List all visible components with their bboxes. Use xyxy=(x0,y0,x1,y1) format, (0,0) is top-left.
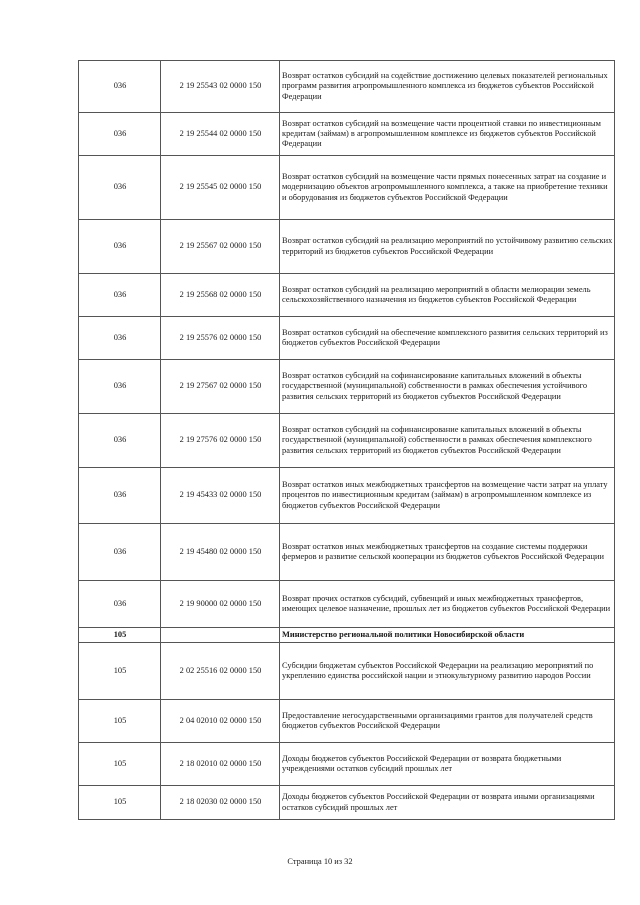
admin-code-cell: 036 xyxy=(79,360,161,414)
table-row xyxy=(79,468,615,524)
admin-code-cell: 105 xyxy=(79,786,161,820)
revenue-code-cell: 2 18 02030 02 0000 150 xyxy=(161,786,280,820)
revenue-name-cell: Возврат остатков субсидий на обеспечение комплексного развития сельских территорий из бюджетов субъектов Российской Федерации xyxy=(280,317,615,360)
table-row xyxy=(79,360,615,414)
revenue-name-cell: Возврат остатков субсидий на реализацию мероприятий по устойчивому развитию сельских территорий из бюджетов субъектов Российской Федерации xyxy=(280,220,615,274)
admin-code-cell: 036 xyxy=(79,156,161,220)
revenue-code-cell: 2 19 25568 02 0000 150 xyxy=(161,274,280,317)
admin-code-cell: 036 xyxy=(79,581,161,628)
revenue-code-cell: 2 19 45480 02 0000 150 xyxy=(161,524,280,581)
revenue-code-cell: 2 19 25576 02 0000 150 xyxy=(161,317,280,360)
revenue-name-cell: Возврат остатков субсидий на реализацию мероприятий в области мелиорации земель сельскохозяйственного назначения из бюджетов субъектов Российской Федерации xyxy=(280,274,615,317)
admin-code-cell: 105 xyxy=(79,743,161,786)
revenue-name-cell: Доходы бюджетов субъектов Российской Федерации от возврата бюджетными учреждениями остатков субсидий прошлых лет xyxy=(280,743,615,786)
table-row xyxy=(79,414,615,468)
revenue-code-cell: 2 19 45433 02 0000 150 xyxy=(161,468,280,524)
admin-code-cell: 036 xyxy=(79,274,161,317)
revenue-name-cell: Возврат остатков иных межбюджетных трансфертов на возмещение части затрат на уплату процентов по инвестиционным кредитам (займам) в агропромышленном комплексе из бюджетов субъектов Российской Федерации xyxy=(280,468,615,524)
table-row xyxy=(79,643,615,700)
admin-code-cell: 036 xyxy=(79,61,161,113)
revenue-name-cell: Возврат прочих остатков субсидий, субвенций и иных межбюджетных трансфертов, имеющих целевое назначение, прошлых лет из бюджетов субъектов Российской Федерации xyxy=(280,581,615,628)
table-row xyxy=(79,317,615,360)
revenue-code-cell: 2 19 25544 02 0000 150 xyxy=(161,113,280,156)
table-row xyxy=(79,220,615,274)
budget-codes-table xyxy=(78,60,615,820)
page-footer: Страница 10 из 32 xyxy=(287,857,353,866)
table-row xyxy=(79,743,615,786)
admin-code-cell: 105 xyxy=(79,700,161,743)
revenue-code-cell: 2 18 02010 02 0000 150 xyxy=(161,743,280,786)
revenue-name-cell: Возврат остатков субсидий на софинансирование капитальных вложений в объекты государственной (муниципальной) собственности в рамках обеспечения комплексного развития сельских территорий из бюджетов субъектов Российской Федерации xyxy=(280,414,615,468)
revenue-name-cell: Предоставление негосударственными организациями грантов для получателей средств бюджетов субъектов Российской Федерации xyxy=(280,700,615,743)
revenue-code-cell: 2 19 25545 02 0000 150 xyxy=(161,156,280,220)
admin-code-cell: 105 xyxy=(79,643,161,700)
table-row xyxy=(79,156,615,220)
revenue-code-cell: 2 04 02010 02 0000 150 xyxy=(161,700,280,743)
revenue-code-cell xyxy=(161,628,280,643)
revenue-code-cell: 2 19 25543 02 0000 150 xyxy=(161,61,280,113)
table-row xyxy=(79,700,615,743)
admin-code-cell: 036 xyxy=(79,113,161,156)
admin-code-cell: 105 xyxy=(79,628,161,643)
table-row xyxy=(79,786,615,820)
revenue-name-cell: Возврат остатков субсидий на софинансирование капитальных вложений в объекты государственной (муниципальной) собственности в рамках обеспечения устойчивого развития сельских территорий из бюджетов субъектов Российской Федерации xyxy=(280,360,615,414)
revenue-code-cell: 2 19 90000 02 0000 150 xyxy=(161,581,280,628)
revenue-code-cell: 2 19 27576 02 0000 150 xyxy=(161,414,280,468)
revenue-name-cell: Министерство региональной политики Новосибирской области xyxy=(280,628,615,643)
revenue-name-cell: Возврат остатков иных межбюджетных трансфертов на создание системы поддержки фермеров и развитие сельской кооперации из бюджетов субъектов Российской Федерации xyxy=(280,524,615,581)
admin-code-cell: 036 xyxy=(79,468,161,524)
revenue-code-cell: 2 02 25516 02 0000 150 xyxy=(161,643,280,700)
admin-code-cell: 036 xyxy=(79,414,161,468)
table-row xyxy=(79,628,615,643)
revenue-code-cell: 2 19 25567 02 0000 150 xyxy=(161,220,280,274)
admin-code-cell: 036 xyxy=(79,317,161,360)
revenue-code-cell: 2 19 27567 02 0000 150 xyxy=(161,360,280,414)
revenue-name-cell: Возврат остатков субсидий на содействие достижению целевых показателей региональных программ развития агропромышленного комплекса из бюджетов субъектов Российской Федерации xyxy=(280,61,615,113)
table-row xyxy=(79,581,615,628)
revenue-name-cell: Возврат остатков субсидий на возмещение части процентной ставки по инвестиционным кредитам (займам) в агропромышленном комплексе из бюджетов субъектов Российской Федерации xyxy=(280,113,615,156)
admin-code-cell: 036 xyxy=(79,524,161,581)
revenue-name-cell: Доходы бюджетов субъектов Российской Федерации от возврата иными организациями остатков субсидий прошлых лет xyxy=(280,786,615,820)
table-body xyxy=(79,61,615,820)
revenue-name-cell: Субсидии бюджетам субъектов Российской Федерации на реализацию мероприятий по укреплению единства российской нации и этнокультурному развитию народов России xyxy=(280,643,615,700)
table-row xyxy=(79,61,615,113)
table-row xyxy=(79,113,615,156)
table-row xyxy=(79,274,615,317)
revenue-name-cell: Возврат остатков субсидий на возмещение части прямых понесенных затрат на создание и модернизацию объектов агропромышленного комплекса, а также на приобретение техники и оборудования из бюджетов субъектов Российской Федерации xyxy=(280,156,615,220)
table-row xyxy=(79,524,615,581)
admin-code-cell: 036 xyxy=(79,220,161,274)
